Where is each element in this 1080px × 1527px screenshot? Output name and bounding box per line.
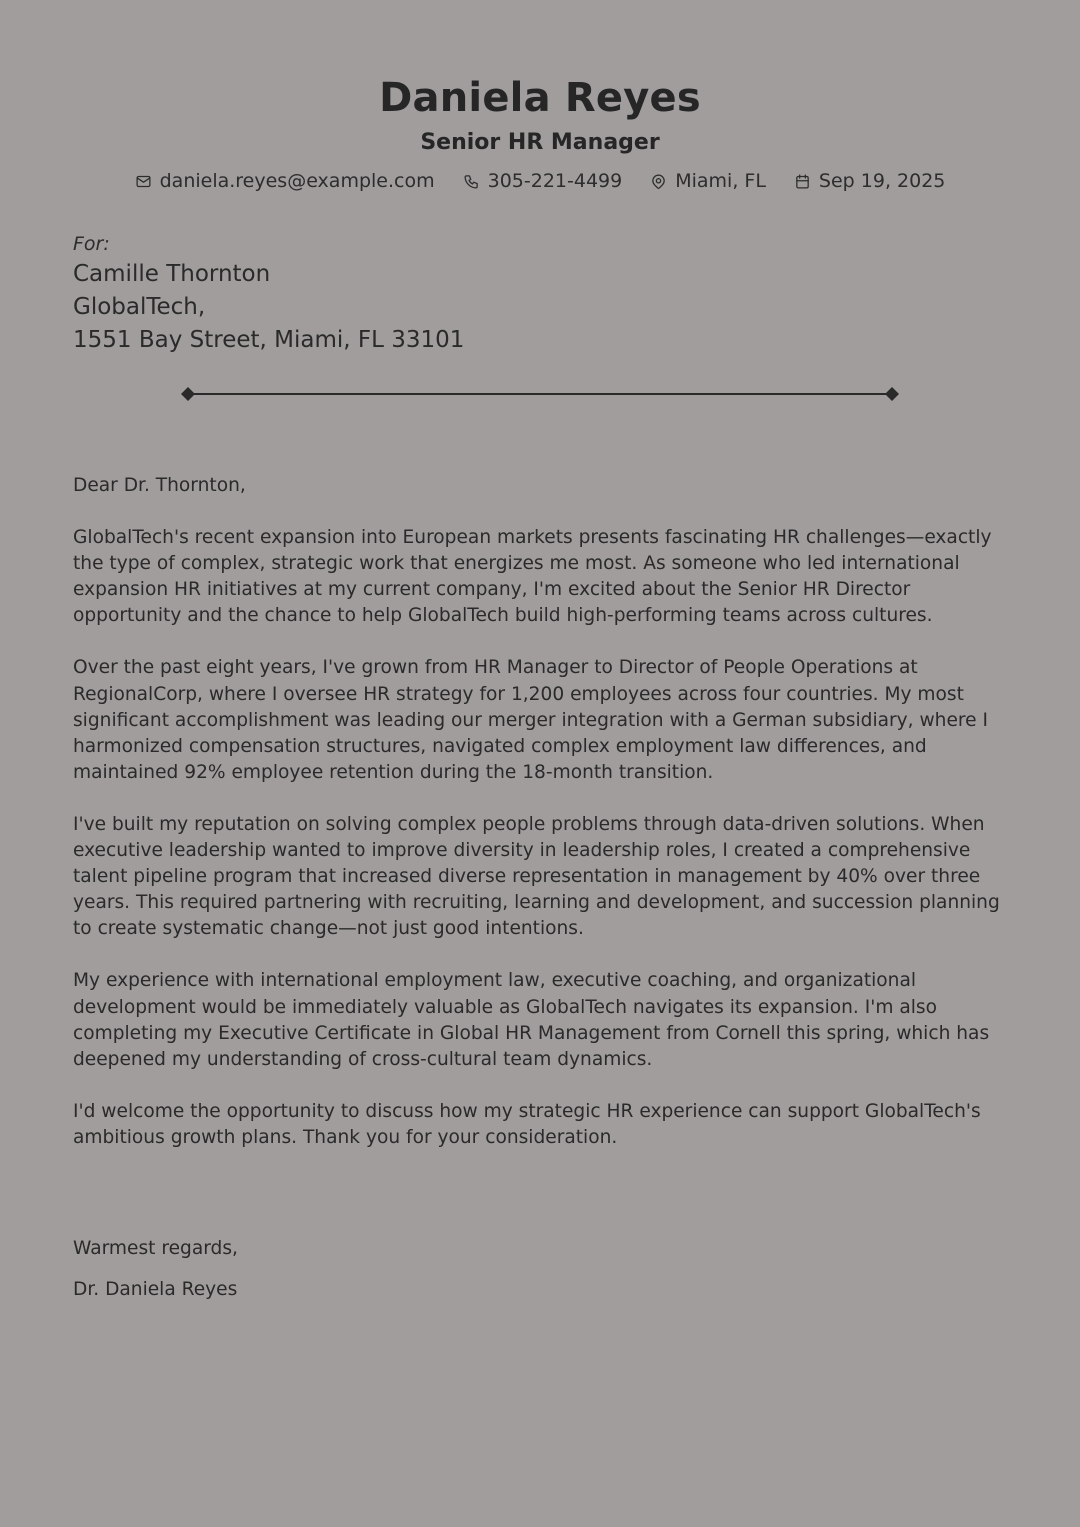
contact-phone bbox=[463, 166, 623, 196]
recipient-name: Camille Thornton bbox=[73, 261, 271, 287]
salutation: Dear Dr. Thornton, bbox=[73, 475, 246, 496]
paragraph-2: Over the past eight years, I've grown from HR Manager to Director of People Operations at RegionalCorp, where I oversee HR strategy for 1,200 employees across four countries. My most significant accomplishment was leading our merger integration with a German subsidiary, where I harmonized compensation structures, navigated complex employment law differences, and maintained 92% employee retention during the 18-month transition. bbox=[73, 657, 988, 783]
closing-block bbox=[73, 1235, 238, 1304]
sender-name: Daniela Reyes bbox=[379, 75, 701, 121]
email-text: daniela.reyes@example.com bbox=[159, 170, 435, 192]
letter-header bbox=[0, 72, 1080, 158]
closing-phrase: Warmest regards, bbox=[73, 1238, 238, 1259]
letter-body bbox=[73, 473, 1018, 1177]
recipient-company: GlobalTech, bbox=[73, 294, 206, 320]
contact-location bbox=[650, 166, 766, 196]
divider-diamond-left bbox=[181, 387, 195, 401]
date-text: Sep 19, 2025 bbox=[818, 170, 946, 192]
phone-icon bbox=[463, 173, 480, 190]
paragraph-1: GlobalTech's recent expansion into European markets presents fascinating HR challenges—exactly the type of complex, strategic work that energizes me most. As someone who led international expansion HR initiatives at my current company, I'm excited about the Senior HR Director opportunity and the chance to help GlobalTech build high-performing teams across cultures. bbox=[73, 527, 992, 627]
paragraph-4: My experience with international employment law, executive coaching, and organizational development would be immediately valuable as GlobalTech navigates its expansion. I'm also completing my Executive Certificate in Global HR Management from Cornell this spring, which has deepened my understanding of cross-cultural team dynamics. bbox=[73, 970, 990, 1070]
divider bbox=[180, 386, 900, 402]
mail-icon bbox=[135, 173, 152, 190]
recipient-block bbox=[73, 230, 464, 357]
contact-email bbox=[135, 166, 435, 196]
recipient-address: 1551 Bay Street, Miami, FL 33101 bbox=[73, 327, 465, 353]
sender-title: Senior HR Manager bbox=[420, 130, 660, 155]
calendar-icon bbox=[794, 173, 811, 190]
contact-date bbox=[794, 166, 945, 196]
paragraph-3: I've built my reputation on solving complex people problems through data-driven solutions. When executive leadership wanted to improve diversity in leadership roles, I created a comprehensive talent pipeline program that increased diverse representation in management by 40% over three years. This required partnering with recruiting, learning and development, and succession planning to create systematic change—not just good intentions. bbox=[73, 813, 1000, 940]
for-label: For: bbox=[73, 233, 110, 255]
divider-diamond-right bbox=[885, 387, 899, 401]
contact-row bbox=[0, 166, 1080, 196]
paragraph-5: I'd welcome the opportunity to discuss how my strategic HR experience can support GlobalTech's ambitious growth plans. Thank you for your consideration. bbox=[73, 1100, 981, 1148]
map-pin-icon bbox=[650, 173, 667, 190]
location-text: Miami, FL bbox=[675, 170, 766, 192]
signature: Dr. Daniela Reyes bbox=[73, 1279, 238, 1300]
phone-text: 305-221-4499 bbox=[487, 170, 623, 192]
